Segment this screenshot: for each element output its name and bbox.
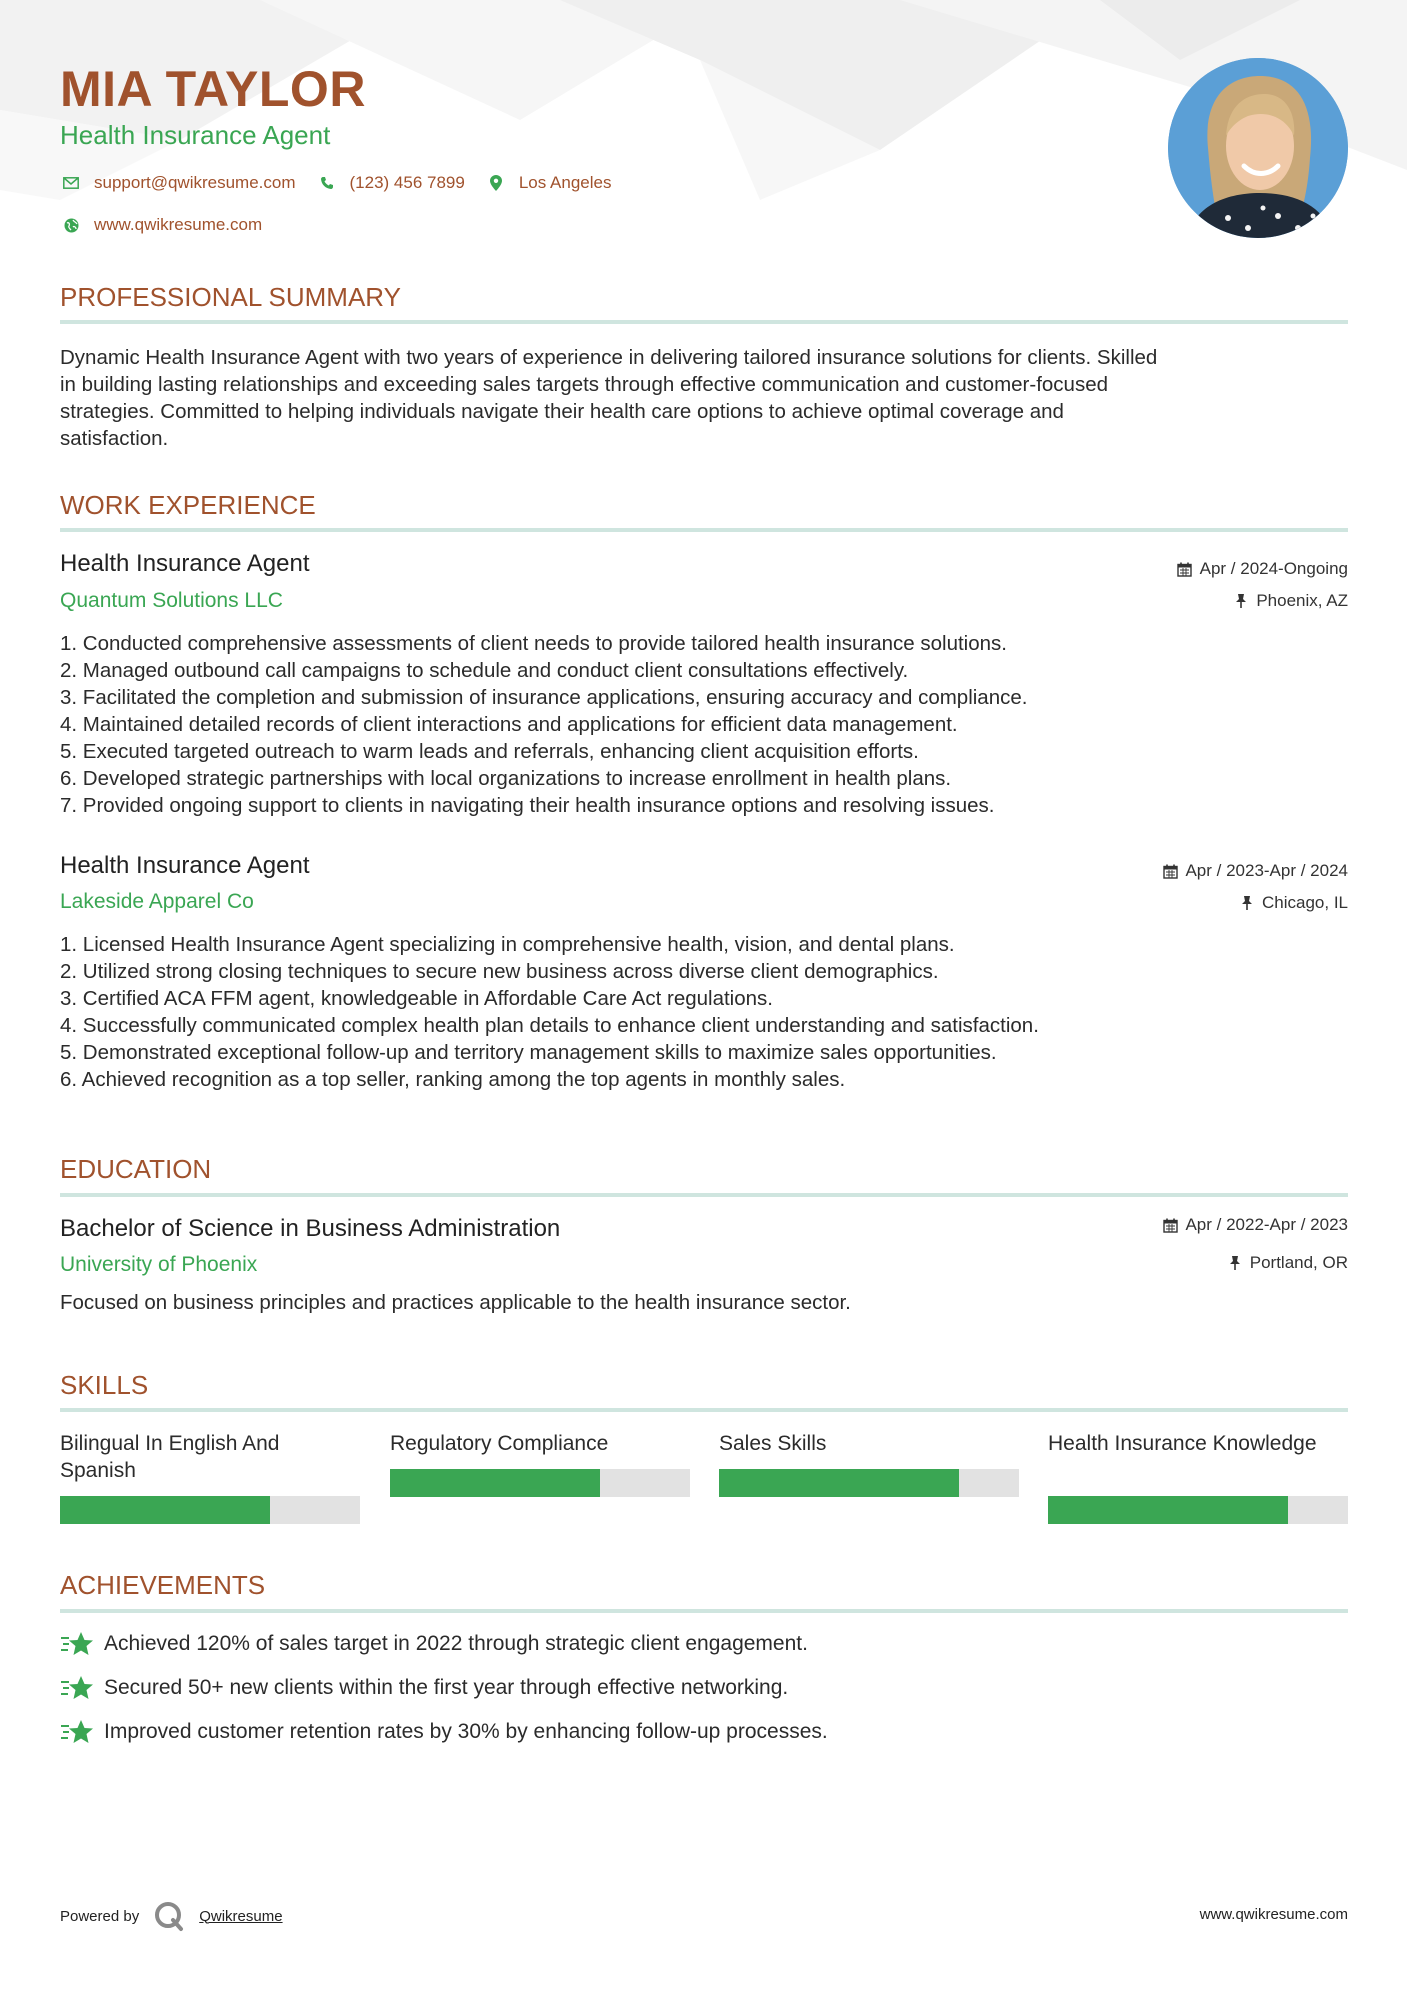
skill-bar-fill [60,1496,270,1524]
calendar-icon [1176,560,1194,578]
pushpin-icon [1232,592,1250,610]
skill-bar [390,1469,690,1497]
star-icon [60,1674,94,1702]
summary-line: satisfaction. [60,427,169,450]
job-location [1232,591,1348,611]
job-location [1238,893,1348,913]
section-title-achievements: ACHIEVEMENTS [60,1570,266,1600]
job-bullet-list [60,630,1348,819]
company-name: Quantum Solutions LLC [60,589,283,612]
section-divider [60,1609,1348,1613]
list-item: 4. Maintained detailed records of client interactions and applications for efficient data management. [60,713,958,736]
list-item: 6. Developed strategic partnerships with local organizations to increase enrollment in health plans. [60,767,952,790]
candidate-role: Health Insurance Agent [60,120,331,150]
education-dates-text: Apr / 2022-Apr / 2023 [1185,1215,1348,1234]
school-name: University of Phoenix [60,1253,258,1276]
skill-name: Regulatory Compliance [390,1432,609,1455]
skill-bar-fill [390,1469,600,1497]
skill-bar [1048,1496,1348,1524]
achievement-text: Secured 50+ new clients within the first year through effective networking. [104,1676,789,1699]
job-title: Health Insurance Agent [60,852,310,879]
section-title-summary: PROFESSIONAL SUMMARY [60,282,401,312]
company-name: Lakeside Apparel Co [60,890,254,913]
achievement-item [60,1630,808,1658]
education-description: Focused on business principles and practices applicable to the health insurance sector. [60,1291,851,1314]
skill-bar [719,1469,1019,1497]
degree-title: Bachelor of Science in Business Administration [60,1215,561,1242]
list-item: 1. Licensed Health Insurance Agent specializing in comprehensive health, vision, and dental plans. [60,933,955,956]
section-divider [60,1408,1348,1412]
list-item: 3. Certified ACA FFM agent, knowledgeable in Affordable Care Act regulations. [60,987,773,1010]
pushpin-icon [1226,1254,1244,1272]
summary-line: Dynamic Health Insurance Agent with two years of experience in delivering tailored insurance solutions for clients. Skilled [60,346,1158,369]
map-marker-icon [485,174,507,192]
location-text: Los Angeles [518,173,612,192]
footer-powered-by [60,1900,283,1932]
qwikresume-logo-icon [153,1900,185,1932]
summary-line: strategies. Committed to helping individuals navigate their health care options to achieve optimal coverage and [60,400,1064,423]
job-dates-text: Apr / 2024-Ongoing [1199,559,1348,578]
education-location-text: Portland, OR [1249,1253,1348,1272]
skill-name: Bilingual In English And Spanish [60,1432,280,1482]
candidate-name: MIA TAYLOR [60,61,366,117]
list-item: 2. Utilized strong closing techniques to secure new business across diverse client demographics. [60,960,939,983]
job-location-text: Chicago, IL [1262,893,1348,912]
achievement-text: Achieved 120% of sales target in 2022 through strategic client engagement. [104,1632,808,1655]
section-title-experience: WORK EXPERIENCE [60,490,316,520]
job-dates [1176,559,1348,579]
globe-icon [60,216,82,234]
skill-bar [60,1496,360,1524]
summary-text [60,344,1348,452]
achievement-item [60,1718,828,1746]
section-divider [60,320,1348,324]
email-link[interactable]: support@qwikresume.com [94,173,296,192]
job-location-text: Phoenix, AZ [1256,591,1348,610]
skill-item [1048,1430,1348,1457]
job-dates-text: Apr / 2023-Apr / 2024 [1185,861,1348,880]
list-item: 5. Executed targeted outreach to warm leads and referrals, enhancing client acquisition efforts. [60,740,919,763]
list-item: 1. Conducted comprehensive assessments of client needs to provide tailored health insurance solutions. [60,632,1007,655]
skill-item [390,1430,690,1457]
list-item: 6. Achieved recognition as a top seller, ranking among the top agents in monthly sales. [60,1068,846,1091]
website-link[interactable]: www.qwikresume.com [94,215,263,234]
phone-number: (123) 456 7899 [349,173,465,192]
section-title-skills: SKILLS [60,1370,149,1400]
skill-bar-fill [719,1469,959,1497]
education-location [1226,1253,1348,1273]
achievement-text: Improved customer retention rates by 30% by enhancing follow-up processes. [104,1720,828,1743]
job-title: Health Insurance Agent [60,550,310,577]
contact-row [60,173,631,193]
footer-website-link[interactable]: www.qwikresume.com [1199,1906,1348,1923]
star-icon [60,1718,94,1746]
job-bullet-list [60,931,1348,1093]
star-icon [60,1630,94,1658]
skill-item [719,1430,1019,1457]
phone-icon [316,174,338,192]
list-item: 2. Managed outbound call campaigns to schedule and conduct client consultations effectively. [60,659,909,682]
achievement-item [60,1674,788,1702]
section-divider [60,528,1348,532]
skill-item [60,1430,360,1484]
calendar-icon [1161,862,1179,880]
education-dates [1161,1215,1348,1235]
website-row [60,215,282,235]
envelope-icon [60,174,82,192]
pushpin-icon [1238,894,1256,912]
list-item: 3. Facilitated the completion and submission of insurance applications, ensuring accuracy and compliance. [60,686,1028,709]
list-item: 7. Provided ongoing support to clients in navigating their health insurance options and resolving issues. [60,794,995,817]
powered-by-label: Powered by [60,1907,140,1925]
profile-photo [1168,58,1348,238]
qwikresume-link[interactable]: Qwikresume [199,1907,283,1925]
calendar-icon [1161,1216,1179,1234]
list-item: 4. Successfully communicated complex health plan details to enhance client understanding and satisfaction. [60,1014,1039,1037]
skill-bar-fill [1048,1496,1288,1524]
skill-name: Sales Skills [719,1432,827,1455]
skill-name: Health Insurance Knowledge [1048,1432,1317,1455]
summary-line: in building lasting relationships and exceeding sales targets through effective communication and customer-focused [60,373,1109,396]
section-divider [60,1193,1348,1197]
list-item: 5. Demonstrated exceptional follow-up and territory management skills to maximize sales opportunities. [60,1041,997,1064]
job-dates [1161,861,1348,881]
section-title-education: EDUCATION [60,1154,212,1184]
